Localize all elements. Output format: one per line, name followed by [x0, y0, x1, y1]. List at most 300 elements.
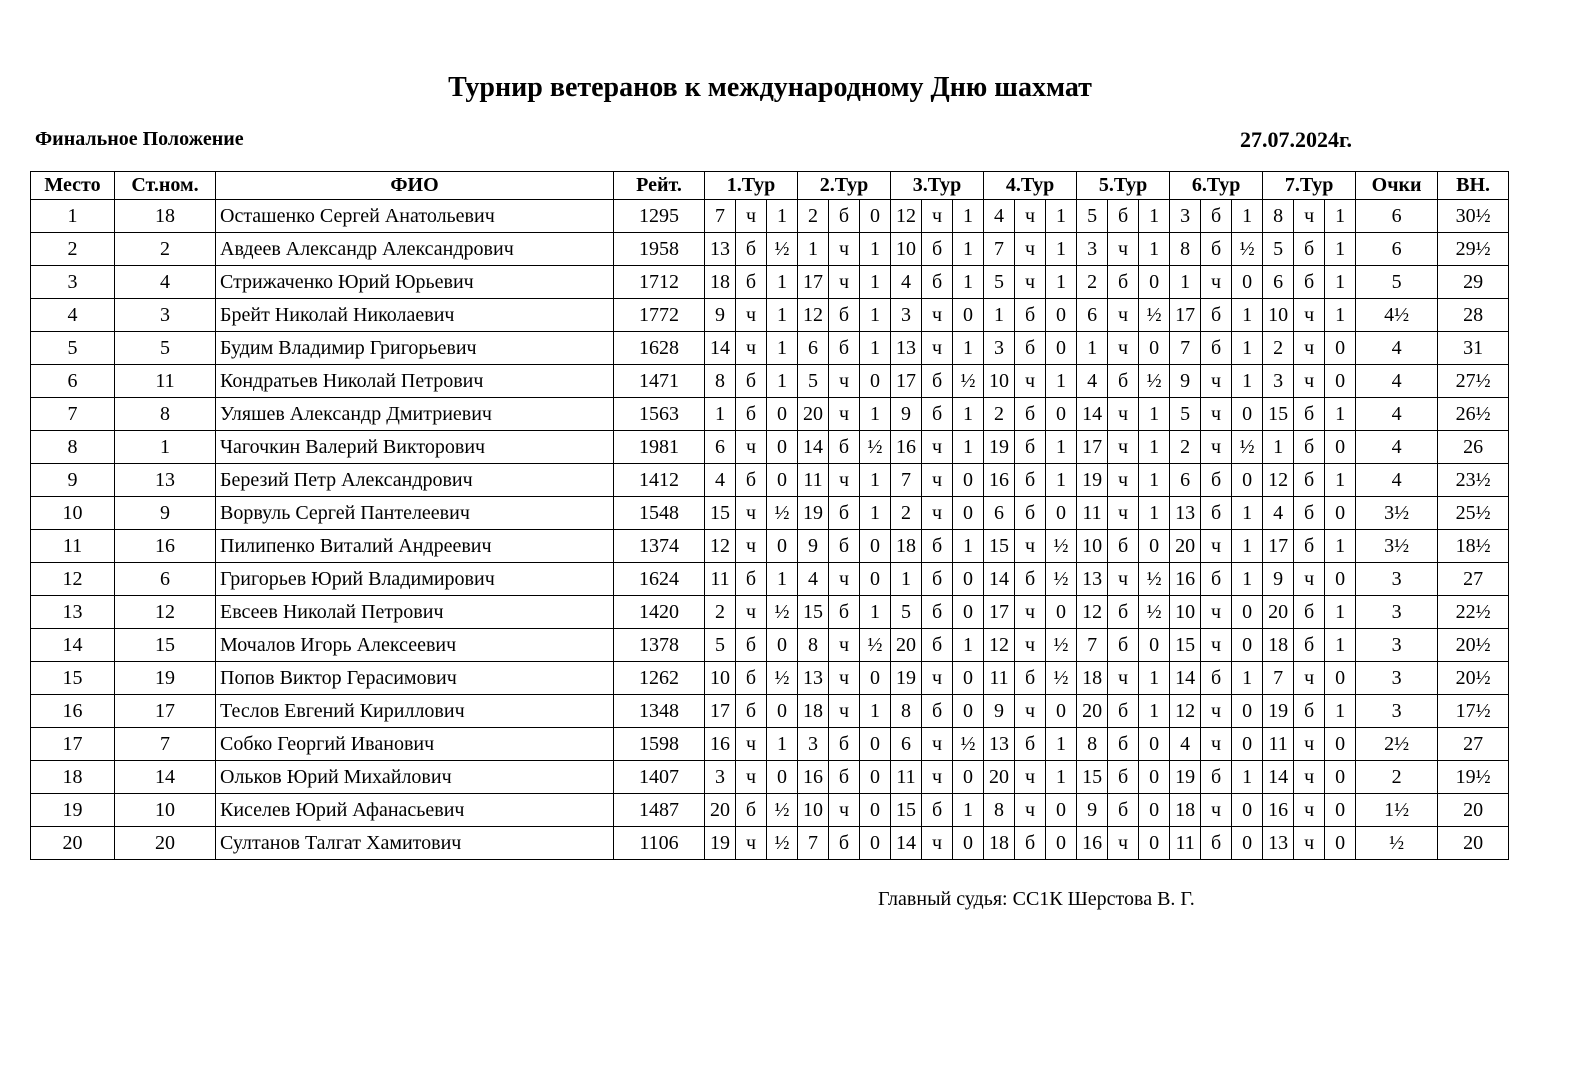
round-4-result-cell: 0: [1046, 332, 1077, 365]
round-7-result-cell: 0: [1325, 563, 1356, 596]
round-7-result-cell: 1: [1325, 596, 1356, 629]
round-6-color-cell: б: [1201, 761, 1232, 794]
place-cell: 13: [31, 596, 115, 629]
round-2-color-cell: б: [829, 530, 860, 563]
round-1-color-cell: б: [736, 365, 767, 398]
round-7-opponent-cell: 19: [1263, 695, 1294, 728]
points-cell: 3: [1356, 563, 1438, 596]
round-1-opponent-cell: 7: [705, 200, 736, 233]
rating-cell: 1262: [614, 662, 705, 695]
round-1-color-cell: б: [736, 563, 767, 596]
round-2-result-cell: 0: [860, 728, 891, 761]
round-6-result-cell: 0: [1232, 728, 1263, 761]
round-6-opponent-cell: 11: [1170, 827, 1201, 860]
round-5-color-cell: ч: [1108, 233, 1139, 266]
round-1-result-cell: 1: [767, 299, 798, 332]
round-3-opponent-cell: 15: [891, 794, 922, 827]
round-7-color-cell: ч: [1294, 761, 1325, 794]
round-2-result-cell: 0: [860, 200, 891, 233]
round-4-color-cell: ч: [1015, 266, 1046, 299]
round-3-result-cell: 0: [953, 299, 984, 332]
round-4-result-cell: 0: [1046, 794, 1077, 827]
round-3-color-cell: б: [922, 365, 953, 398]
place-cell: 8: [31, 431, 115, 464]
points-cell: 6: [1356, 233, 1438, 266]
standings-body: [31, 200, 1509, 860]
round-4-opponent-cell: 12: [984, 629, 1015, 662]
round-5-result-cell: ½: [1139, 299, 1170, 332]
round-2-opponent-cell: 19: [798, 497, 829, 530]
round-6-color-cell: ч: [1201, 530, 1232, 563]
round-4-opponent-cell: 14: [984, 563, 1015, 596]
round-4-color-cell: б: [1015, 299, 1046, 332]
round-5-opponent-cell: 7: [1077, 629, 1108, 662]
round-4-opponent-cell: 4: [984, 200, 1015, 233]
round-2-color-cell: ч: [829, 794, 860, 827]
table-row: [31, 629, 1509, 662]
round-7-result-cell: 0: [1325, 728, 1356, 761]
round-5-result-cell: 0: [1139, 332, 1170, 365]
round-2-opponent-cell: 18: [798, 695, 829, 728]
start-number-cell: 8: [115, 398, 216, 431]
round-7-opponent-cell: 16: [1263, 794, 1294, 827]
round-1-opponent-cell: 19: [705, 827, 736, 860]
round-6-result-cell: 0: [1232, 596, 1263, 629]
tournament-date: 27.07.2024г.: [1240, 127, 1353, 152]
start-number-cell: 3: [115, 299, 216, 332]
round-3-color-cell: б: [922, 398, 953, 431]
round-6-result-cell: 0: [1232, 464, 1263, 497]
round-2-color-cell: ч: [829, 365, 860, 398]
round-7-color-cell: ч: [1294, 827, 1325, 860]
round-7-result-cell: 1: [1325, 629, 1356, 662]
table-row: [31, 431, 1509, 464]
table-row: [31, 497, 1509, 530]
round-3-color-cell: ч: [922, 299, 953, 332]
place-cell: 10: [31, 497, 115, 530]
round-3-color-cell: ч: [922, 728, 953, 761]
round-3-result-cell: 1: [953, 794, 984, 827]
round-5-color-cell: ч: [1108, 431, 1139, 464]
round-7-opponent-cell: 17: [1263, 530, 1294, 563]
round-7-result-cell: 1: [1325, 233, 1356, 266]
place-cell: 2: [31, 233, 115, 266]
round-5-result-cell: ½: [1139, 596, 1170, 629]
table-row: [31, 332, 1509, 365]
round-4-color-cell: ч: [1015, 695, 1046, 728]
round-3-color-cell: б: [922, 629, 953, 662]
round-3-result-cell: ½: [953, 728, 984, 761]
points-cell: 4½: [1356, 299, 1438, 332]
rating-cell: 1378: [614, 629, 705, 662]
tiebreak-cell: 29: [1438, 266, 1509, 299]
player-name-cell: Пилипенко Виталий Андреевич: [216, 530, 614, 563]
round-5-result-cell: ½: [1139, 563, 1170, 596]
tiebreak-cell: 26½: [1438, 398, 1509, 431]
round-3-opponent-cell: 16: [891, 431, 922, 464]
player-name-cell: Чагочкин Валерий Викторович: [216, 431, 614, 464]
round-2-result-cell: 0: [860, 794, 891, 827]
start-number-cell: 4: [115, 266, 216, 299]
round-5-opponent-cell: 12: [1077, 596, 1108, 629]
round-4-color-cell: б: [1015, 827, 1046, 860]
round-2-opponent-cell: 2: [798, 200, 829, 233]
rating-cell: 1487: [614, 794, 705, 827]
place-cell: 9: [31, 464, 115, 497]
round-4-result-cell: ½: [1046, 563, 1077, 596]
round-2-result-cell: ½: [860, 629, 891, 662]
table-row: [31, 695, 1509, 728]
round-7-result-cell: 1: [1325, 695, 1356, 728]
header-name: ФИО: [216, 172, 614, 200]
round-1-color-cell: б: [736, 629, 767, 662]
round-3-result-cell: 1: [953, 431, 984, 464]
points-cell: 2: [1356, 761, 1438, 794]
round-3-color-cell: ч: [922, 464, 953, 497]
round-2-color-cell: б: [829, 431, 860, 464]
round-7-color-cell: б: [1294, 431, 1325, 464]
round-2-result-cell: 1: [860, 695, 891, 728]
round-1-result-cell: ½: [767, 497, 798, 530]
header-tiebreak: ВН.: [1438, 172, 1509, 200]
round-4-color-cell: ч: [1015, 761, 1046, 794]
round-7-result-cell: 0: [1325, 431, 1356, 464]
place-cell: 15: [31, 662, 115, 695]
round-6-result-cell: 1: [1232, 497, 1263, 530]
round-7-color-cell: б: [1294, 266, 1325, 299]
round-3-color-cell: б: [922, 266, 953, 299]
round-5-opponent-cell: 1: [1077, 332, 1108, 365]
round-7-opponent-cell: 2: [1263, 332, 1294, 365]
round-5-color-cell: б: [1108, 596, 1139, 629]
round-5-color-cell: б: [1108, 266, 1139, 299]
rating-cell: 1958: [614, 233, 705, 266]
round-3-opponent-cell: 3: [891, 299, 922, 332]
round-2-result-cell: 1: [860, 596, 891, 629]
player-name-cell: Авдеев Александр Александрович: [216, 233, 614, 266]
tiebreak-cell: 20: [1438, 827, 1509, 860]
round-3-opponent-cell: 5: [891, 596, 922, 629]
round-1-result-cell: ½: [767, 233, 798, 266]
round-6-opponent-cell: 9: [1170, 365, 1201, 398]
round-6-result-cell: 1: [1232, 200, 1263, 233]
round-1-color-cell: б: [736, 398, 767, 431]
round-1-color-cell: ч: [736, 200, 767, 233]
round-6-color-cell: ч: [1201, 596, 1232, 629]
round-4-opponent-cell: 5: [984, 266, 1015, 299]
round-2-opponent-cell: 12: [798, 299, 829, 332]
start-number-cell: 7: [115, 728, 216, 761]
rating-cell: 1471: [614, 365, 705, 398]
round-3-opponent-cell: 14: [891, 827, 922, 860]
round-3-opponent-cell: 20: [891, 629, 922, 662]
round-2-result-cell: 0: [860, 662, 891, 695]
round-2-result-cell: ½: [860, 431, 891, 464]
round-4-color-cell: б: [1015, 662, 1046, 695]
round-2-color-cell: ч: [829, 233, 860, 266]
round-1-result-cell: 1: [767, 332, 798, 365]
round-2-color-cell: б: [829, 761, 860, 794]
round-1-color-cell: б: [736, 662, 767, 695]
round-1-result-cell: 1: [767, 266, 798, 299]
table-row: [31, 365, 1509, 398]
round-2-opponent-cell: 17: [798, 266, 829, 299]
round-5-color-cell: б: [1108, 629, 1139, 662]
round-4-opponent-cell: 1: [984, 299, 1015, 332]
round-3-color-cell: б: [922, 563, 953, 596]
round-7-result-cell: 1: [1325, 464, 1356, 497]
tiebreak-cell: 28: [1438, 299, 1509, 332]
rating-cell: 1624: [614, 563, 705, 596]
round-1-result-cell: ½: [767, 827, 798, 860]
round-3-color-cell: ч: [922, 662, 953, 695]
table-row: [31, 266, 1509, 299]
round-6-opponent-cell: 14: [1170, 662, 1201, 695]
round-7-color-cell: б: [1294, 464, 1325, 497]
round-1-opponent-cell: 5: [705, 629, 736, 662]
round-4-color-cell: ч: [1015, 233, 1046, 266]
round-6-result-cell: 0: [1232, 794, 1263, 827]
round-2-result-cell: 0: [860, 365, 891, 398]
round-3-opponent-cell: 10: [891, 233, 922, 266]
round-3-result-cell: 0: [953, 563, 984, 596]
header-start-number: Ст.ном.: [115, 172, 216, 200]
round-7-opponent-cell: 18: [1263, 629, 1294, 662]
rating-cell: 1106: [614, 827, 705, 860]
round-3-opponent-cell: 9: [891, 398, 922, 431]
round-5-result-cell: 0: [1139, 530, 1170, 563]
round-2-result-cell: 1: [860, 398, 891, 431]
round-2-opponent-cell: 14: [798, 431, 829, 464]
round-7-result-cell: 0: [1325, 827, 1356, 860]
round-4-result-cell: 1: [1046, 728, 1077, 761]
round-7-color-cell: б: [1294, 596, 1325, 629]
round-4-color-cell: б: [1015, 398, 1046, 431]
round-5-opponent-cell: 2: [1077, 266, 1108, 299]
rating-cell: 1628: [614, 332, 705, 365]
round-7-result-cell: 1: [1325, 530, 1356, 563]
tiebreak-cell: 20½: [1438, 629, 1509, 662]
round-6-result-cell: 0: [1232, 629, 1263, 662]
round-4-color-cell: ч: [1015, 530, 1046, 563]
round-5-color-cell: б: [1108, 794, 1139, 827]
start-number-cell: 12: [115, 596, 216, 629]
round-4-opponent-cell: 9: [984, 695, 1015, 728]
round-1-result-cell: ½: [767, 794, 798, 827]
rating-cell: 1420: [614, 596, 705, 629]
round-5-result-cell: 1: [1139, 662, 1170, 695]
round-1-color-cell: ч: [736, 596, 767, 629]
round-2-result-cell: 1: [860, 266, 891, 299]
rating-cell: 1548: [614, 497, 705, 530]
round-2-result-cell: 0: [860, 827, 891, 860]
round-6-color-cell: б: [1201, 299, 1232, 332]
tiebreak-cell: 22½: [1438, 596, 1509, 629]
round-7-opponent-cell: 12: [1263, 464, 1294, 497]
player-name-cell: Будим Владимир Григорьевич: [216, 332, 614, 365]
round-5-opponent-cell: 18: [1077, 662, 1108, 695]
round-7-color-cell: ч: [1294, 728, 1325, 761]
round-7-result-cell: 0: [1325, 365, 1356, 398]
round-5-result-cell: 0: [1139, 629, 1170, 662]
round-4-color-cell: б: [1015, 332, 1046, 365]
round-7-color-cell: ч: [1294, 365, 1325, 398]
round-2-result-cell: 0: [860, 530, 891, 563]
round-4-result-cell: 1: [1046, 365, 1077, 398]
round-3-opponent-cell: 8: [891, 695, 922, 728]
tiebreak-cell: 26: [1438, 431, 1509, 464]
points-cell: ½: [1356, 827, 1438, 860]
round-2-color-cell: б: [829, 497, 860, 530]
round-6-result-cell: ½: [1232, 431, 1263, 464]
round-7-opponent-cell: 8: [1263, 200, 1294, 233]
round-6-result-cell: 0: [1232, 695, 1263, 728]
points-cell: 3½: [1356, 530, 1438, 563]
round-4-result-cell: 0: [1046, 497, 1077, 530]
rating-cell: 1598: [614, 728, 705, 761]
round-2-color-cell: ч: [829, 695, 860, 728]
round-1-result-cell: 0: [767, 464, 798, 497]
round-5-opponent-cell: 6: [1077, 299, 1108, 332]
round-5-result-cell: 1: [1139, 233, 1170, 266]
table-row: [31, 761, 1509, 794]
round-2-opponent-cell: 20: [798, 398, 829, 431]
round-2-color-cell: б: [829, 332, 860, 365]
round-1-color-cell: б: [736, 233, 767, 266]
round-5-color-cell: б: [1108, 695, 1139, 728]
player-name-cell: Стрижаченко Юрий Юрьевич: [216, 266, 614, 299]
round-4-opponent-cell: 10: [984, 365, 1015, 398]
round-2-result-cell: 0: [860, 563, 891, 596]
round-7-opponent-cell: 13: [1263, 827, 1294, 860]
points-cell: 3: [1356, 695, 1438, 728]
round-4-result-cell: 1: [1046, 431, 1077, 464]
round-4-result-cell: 0: [1046, 827, 1077, 860]
round-5-result-cell: 0: [1139, 266, 1170, 299]
round-4-result-cell: ½: [1046, 662, 1077, 695]
player-name-cell: Уляшев Александр Дмитриевич: [216, 398, 614, 431]
round-7-result-cell: 0: [1325, 794, 1356, 827]
place-cell: 17: [31, 728, 115, 761]
player-name-cell: Мочалов Игорь Алексеевич: [216, 629, 614, 662]
points-cell: 4: [1356, 332, 1438, 365]
round-6-result-cell: 1: [1232, 530, 1263, 563]
table-row: [31, 662, 1509, 695]
round-1-result-cell: 0: [767, 431, 798, 464]
round-3-result-cell: 1: [953, 200, 984, 233]
round-1-opponent-cell: 13: [705, 233, 736, 266]
round-7-color-cell: б: [1294, 530, 1325, 563]
start-number-cell: 2: [115, 233, 216, 266]
place-cell: 14: [31, 629, 115, 662]
player-name-cell: Кондратьев Николай Петрович: [216, 365, 614, 398]
place-cell: 7: [31, 398, 115, 431]
table-row: [31, 794, 1509, 827]
round-5-result-cell: 1: [1139, 200, 1170, 233]
round-1-color-cell: ч: [736, 761, 767, 794]
round-2-opponent-cell: 6: [798, 332, 829, 365]
round-3-opponent-cell: 6: [891, 728, 922, 761]
points-cell: 4: [1356, 398, 1438, 431]
points-cell: 6: [1356, 200, 1438, 233]
round-6-result-cell: 1: [1232, 761, 1263, 794]
round-5-opponent-cell: 20: [1077, 695, 1108, 728]
tiebreak-cell: 18½: [1438, 530, 1509, 563]
round-5-color-cell: б: [1108, 761, 1139, 794]
round-1-color-cell: ч: [736, 299, 767, 332]
round-6-opponent-cell: 15: [1170, 629, 1201, 662]
rating-cell: 1712: [614, 266, 705, 299]
round-5-opponent-cell: 5: [1077, 200, 1108, 233]
round-1-opponent-cell: 10: [705, 662, 736, 695]
tiebreak-cell: 20½: [1438, 662, 1509, 695]
round-5-result-cell: 1: [1139, 464, 1170, 497]
points-cell: 3: [1356, 629, 1438, 662]
round-2-color-cell: ч: [829, 266, 860, 299]
start-number-cell: 11: [115, 365, 216, 398]
round-6-color-cell: ч: [1201, 431, 1232, 464]
round-1-result-cell: 0: [767, 530, 798, 563]
round-4-result-cell: 1: [1046, 761, 1077, 794]
round-4-result-cell: 0: [1046, 398, 1077, 431]
start-number-cell: 9: [115, 497, 216, 530]
tiebreak-cell: 25½: [1438, 497, 1509, 530]
round-1-opponent-cell: 16: [705, 728, 736, 761]
rating-cell: 1407: [614, 761, 705, 794]
round-1-result-cell: 0: [767, 629, 798, 662]
round-6-color-cell: б: [1201, 200, 1232, 233]
round-6-opponent-cell: 8: [1170, 233, 1201, 266]
round-4-color-cell: б: [1015, 563, 1046, 596]
round-5-color-cell: ч: [1108, 332, 1139, 365]
round-7-result-cell: 0: [1325, 332, 1356, 365]
round-2-result-cell: 0: [860, 761, 891, 794]
round-4-opponent-cell: 17: [984, 596, 1015, 629]
round-1-color-cell: б: [736, 695, 767, 728]
round-3-result-cell: 1: [953, 398, 984, 431]
round-3-color-cell: ч: [922, 497, 953, 530]
round-7-opponent-cell: 1: [1263, 431, 1294, 464]
round-4-result-cell: 1: [1046, 200, 1077, 233]
round-6-opponent-cell: 5: [1170, 398, 1201, 431]
table-row: [31, 398, 1509, 431]
round-5-color-cell: ч: [1108, 464, 1139, 497]
round-7-opponent-cell: 6: [1263, 266, 1294, 299]
round-2-opponent-cell: 16: [798, 761, 829, 794]
round-4-opponent-cell: 19: [984, 431, 1015, 464]
round-4-opponent-cell: 6: [984, 497, 1015, 530]
tiebreak-cell: 29½: [1438, 233, 1509, 266]
round-4-opponent-cell: 13: [984, 728, 1015, 761]
round-5-opponent-cell: 15: [1077, 761, 1108, 794]
round-5-opponent-cell: 10: [1077, 530, 1108, 563]
round-7-opponent-cell: 11: [1263, 728, 1294, 761]
rating-cell: 1981: [614, 431, 705, 464]
round-5-result-cell: 0: [1139, 728, 1170, 761]
player-name-cell: Евсеев Николай Петрович: [216, 596, 614, 629]
place-cell: 19: [31, 794, 115, 827]
round-3-color-cell: б: [922, 794, 953, 827]
round-4-color-cell: ч: [1015, 365, 1046, 398]
points-cell: 3: [1356, 662, 1438, 695]
round-6-opponent-cell: 4: [1170, 728, 1201, 761]
round-4-result-cell: 1: [1046, 266, 1077, 299]
round-6-opponent-cell: 20: [1170, 530, 1201, 563]
round-6-opponent-cell: 7: [1170, 332, 1201, 365]
tiebreak-cell: 17½: [1438, 695, 1509, 728]
round-5-color-cell: б: [1108, 530, 1139, 563]
player-name-cell: Киселев Юрий Афанасьевич: [216, 794, 614, 827]
